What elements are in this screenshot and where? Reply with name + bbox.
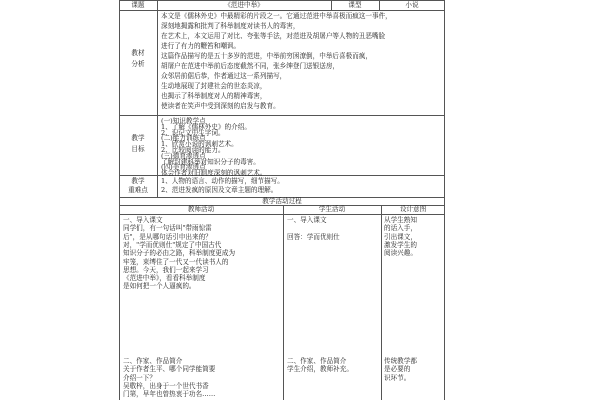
keypoint-item: 2、范进发疯的原因及文章主题的理解。 <box>161 186 278 194</box>
teacher-line: 牢笼，束缚住了一代又一代读书人的 <box>123 257 229 266</box>
teacher-line: 思想。今天，我们一起来学习 <box>123 265 209 274</box>
design-line: 是必要的 <box>384 365 411 374</box>
teacher-line: 关于作者生平、哪个同学能简要 <box>123 365 216 374</box>
teacher-line: 一、导入课文 <box>123 216 163 224</box>
lesson-plan-page <box>119 0 445 400</box>
goal-item: (三)德育渗透点 <box>161 151 206 160</box>
table-rule <box>283 205 284 400</box>
table-rule <box>119 10 445 11</box>
teacher-line: 对，"学而优则仕"规定了中国古代 <box>123 240 222 249</box>
col-teacher-header: 教师活动 <box>187 205 215 213</box>
analysis-line: 众邻居前倨后恭，作者通过这一系列描写， <box>161 72 287 80</box>
teacher-line: 后"，是从哪句话引申出来的？ <box>123 232 212 241</box>
goals-label: 教学 目标 <box>131 134 145 153</box>
type-value: 小说 <box>405 1 419 9</box>
analysis-line: 深刻地揭露和批判了科举制度对读书人的毒害， <box>161 22 300 30</box>
teacher-line: 介绍一下？ <box>123 373 156 382</box>
student-line: 回答：学而优则仕 <box>287 232 340 241</box>
teacher-line: 二、作家、作品简介 <box>123 357 183 366</box>
goal-item: 了解封建科举对知识分子的毒害。 <box>161 157 260 166</box>
analysis-line: 这篇作品描写的是五十多岁的范进，中举前穷困潦倒，中举后喜极而疯， <box>161 52 372 60</box>
keypoints-label: 教学 重难点 <box>128 177 148 194</box>
title-label: 课题 <box>131 1 145 9</box>
col-design-header: 设计意图 <box>399 205 427 213</box>
design-line: 传统教学都 <box>384 357 417 366</box>
teacher-line: 同学们，有一句话叫"带雨惊雷 <box>123 224 212 233</box>
teacher-line: 门第，早年也曾热衷于功名…… <box>123 390 216 399</box>
design-line: 的话入手， <box>384 224 417 233</box>
goal-item: 体会作者对旧制度深刻的讽刺艺术。 <box>161 169 267 178</box>
student-line: 二、作家、作品简介 <box>287 357 347 366</box>
goal-item: (一)知识教学点 <box>161 117 206 125</box>
goal-item: (四)美育渗透点 <box>161 163 206 172</box>
design-line: 激发学生的 <box>384 240 417 249</box>
title-value: 《范进中举》 <box>224 1 264 9</box>
teacher-line: 《范进中举》，看看科举制度 <box>123 274 206 283</box>
design-line: 识环节。 <box>384 373 411 382</box>
teacher-line: 吴敬梓，出身于一个世代书香 <box>123 382 209 390</box>
goal-item: (二)能力训练点 <box>161 134 206 143</box>
goal-item: 1、欣赏小说的讽刺艺术。 <box>161 140 238 149</box>
goal-item: 2、识记文中生字词。 <box>161 128 225 137</box>
goal-item: 1、了解《儒林外史》的介绍。 <box>161 122 251 131</box>
goal-item: 2、比较阅读的能力。 <box>161 146 225 154</box>
analysis-line: 使读者在笑声中受到深刻的启发与教育。 <box>161 102 280 110</box>
analysis-line: 胡屠户在范进中举前后态度截然不同，张乡绅登门送银送房， <box>161 62 340 70</box>
design-line: 阅读兴趣。 <box>384 249 417 258</box>
process-title: 教学活动过程 <box>262 197 302 205</box>
analysis-line: 生动地展现了封建社会的世态炎凉， <box>161 82 267 90</box>
student-line: 一、导入课文 <box>287 216 327 224</box>
analysis-label: 教材 分析 <box>131 49 145 68</box>
table-rule <box>381 205 382 400</box>
student-line: 学生介绍，教师补充。 <box>287 365 353 374</box>
teacher-line: 是如何把一个人逼疯的。 <box>123 282 196 291</box>
type-label: 课型 <box>348 1 362 9</box>
table-rule <box>157 0 158 197</box>
table-rule <box>119 214 445 215</box>
teacher-line: 知识分子的必由之路，科举制度更成为 <box>123 249 236 258</box>
design-line: 引出课文， <box>384 232 417 241</box>
table-rule <box>119 115 445 116</box>
analysis-line: 也揭示了科举制度对人的精神毒害， <box>161 92 267 100</box>
analysis-line: 进行了有力的鞭笞和嘲讽。 <box>161 42 241 50</box>
keypoint-item: 1、人物的语言、动作的描写，细节描写。 <box>161 177 284 185</box>
design-line: 从学生熟知 <box>384 216 417 224</box>
col-student-header: 学生活动 <box>318 205 346 213</box>
analysis-line: 在艺术上，本文运用了对比、夸张等手法，对范进及胡屠户等人物的丑恶嘴脸 <box>161 32 386 40</box>
analysis-line: 本文是《儒林外史》中最精彩的片段之一。它通过范进中举喜极而疯这一事件， <box>161 12 392 20</box>
